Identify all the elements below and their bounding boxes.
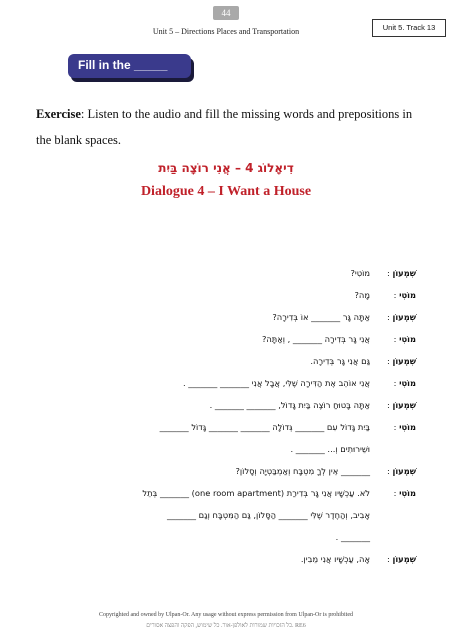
- dialogue-text: אַתָּה גָּר _______ אוֹ בְּדִירָה?: [272, 312, 370, 322]
- dialogue-text: אַתָּה בָּטוּחַ רוֹצֶה בַּיִת גָּדוֹל, _______ _______ .: [209, 400, 370, 410]
- dialogue-text: אָבִיב, וְהַחֶדֶר שֶׁלִּי _______ הַסָּלוֹן, גַּם הַמִּטְבָּח וְגַם _______: [166, 510, 370, 520]
- fill-in-banner: [68, 54, 191, 78]
- dialogue-line: [38, 378, 416, 400]
- exercise-label: Exercise: [36, 107, 81, 121]
- dialogue-line: [38, 488, 416, 510]
- dialogue-line: [38, 290, 416, 312]
- dialogue-line: [38, 400, 416, 422]
- dialogue-continuation: [38, 444, 416, 466]
- dialogue-text: אָה, עַכְשָׁיו אֲנִי מֵבִין.: [300, 554, 370, 564]
- dialogue-text: מָה?: [354, 290, 370, 300]
- speaker-name: שִׁמְעוֹן :: [387, 466, 416, 476]
- speaker-name: שִׁמְעוֹן :: [387, 312, 416, 322]
- speaker-name: שִׁמְעוֹן :: [387, 356, 416, 366]
- speaker-name: מוֹטִי :: [393, 422, 416, 432]
- dialogue-line: [38, 422, 416, 444]
- dialogue-text: גַּם אֲנִי גָּר בְּדִירָה.: [310, 356, 370, 366]
- speaker-name: שִׁמְעוֹן :: [387, 400, 416, 410]
- dialogue-text: לֹא. עַכְשָׁיו אֲנִי גָּר בְּדִירַת (one room apartment) _______ בְּתֵל: [142, 488, 370, 498]
- english-dialogue-title: Dialogue 4 – I Want a House: [140, 184, 312, 199]
- dialogue-text: _______ .: [335, 532, 370, 542]
- dialogue-text: אֲנִי אוֹהֵב אֶת הַדִּירָה שֶׁלִּי, אֲבָל אֲנִי _______ _______ .: [183, 378, 370, 388]
- dialogue-line: [38, 268, 416, 290]
- copyright-footer: Copyrighted and owned by Ulpan-Or. Any usage without express permission from Ulpan-Or is prohibited: [99, 612, 353, 618]
- dialogue-line: [38, 334, 416, 356]
- dialogue-line: [38, 466, 416, 488]
- hebrew-dialogue-title: דִיאָלוֹג 4 – אֲנִי רוֹצָה בַּיִת: [158, 161, 294, 175]
- fill-in-banner-label: Fill in the _____: [78, 58, 168, 72]
- exercise-instructions: [36, 101, 416, 153]
- speaker-name: מוֹטִי :: [393, 334, 416, 344]
- dialogue-line: [38, 312, 416, 334]
- dialogue-line: [38, 554, 416, 576]
- dialogue-text: אֲנִי גָּר בְּדִירָה _______ , וְאַתָּה?: [261, 334, 370, 344]
- chapter-title: Unit 5 – Directions Places and Transportation: [152, 27, 300, 36]
- page-number: 44: [213, 6, 239, 20]
- dialogue-text: מוֹטִי?: [350, 268, 370, 278]
- speaker-name: מוֹטִי :: [393, 378, 416, 388]
- dialogue-text: _______ אֵין לְךָ מִטְבָּח וְאַמְבַּטְיָה וְסָלוֹן?: [235, 466, 370, 476]
- dialogue-text: וּשֵׁירוּתִים וְ... _______ .: [290, 444, 370, 454]
- dialogue-continuation: [38, 532, 416, 554]
- dialogue-continuation: [38, 510, 416, 532]
- dialogue-text: בַּיִת גָּדוֹל עִם _______ גְּדוֹלָה _______ _______ גָּדוֹל _______: [159, 422, 370, 432]
- dialogue-block: [38, 268, 416, 576]
- hebrew-copyright-footer: כל הזכויות שמורות לאולפן-אור. כל שימוש, הפקה והפצה אסורים. RE6: [146, 623, 306, 629]
- speaker-name: שִׁמְעוֹן :: [387, 268, 416, 278]
- dialogue-line: [38, 356, 416, 378]
- speaker-name: שִׁמְעוֹן :: [387, 554, 416, 564]
- audio-track-badge[interactable]: Unit 5. Track 13: [372, 19, 446, 37]
- speaker-name: מוֹטִי :: [393, 290, 416, 300]
- speaker-name: מוֹטִי :: [393, 488, 416, 498]
- exercise-text: : Listen to the audio and fill the missing words and prepositions in the blank spaces.: [36, 107, 413, 147]
